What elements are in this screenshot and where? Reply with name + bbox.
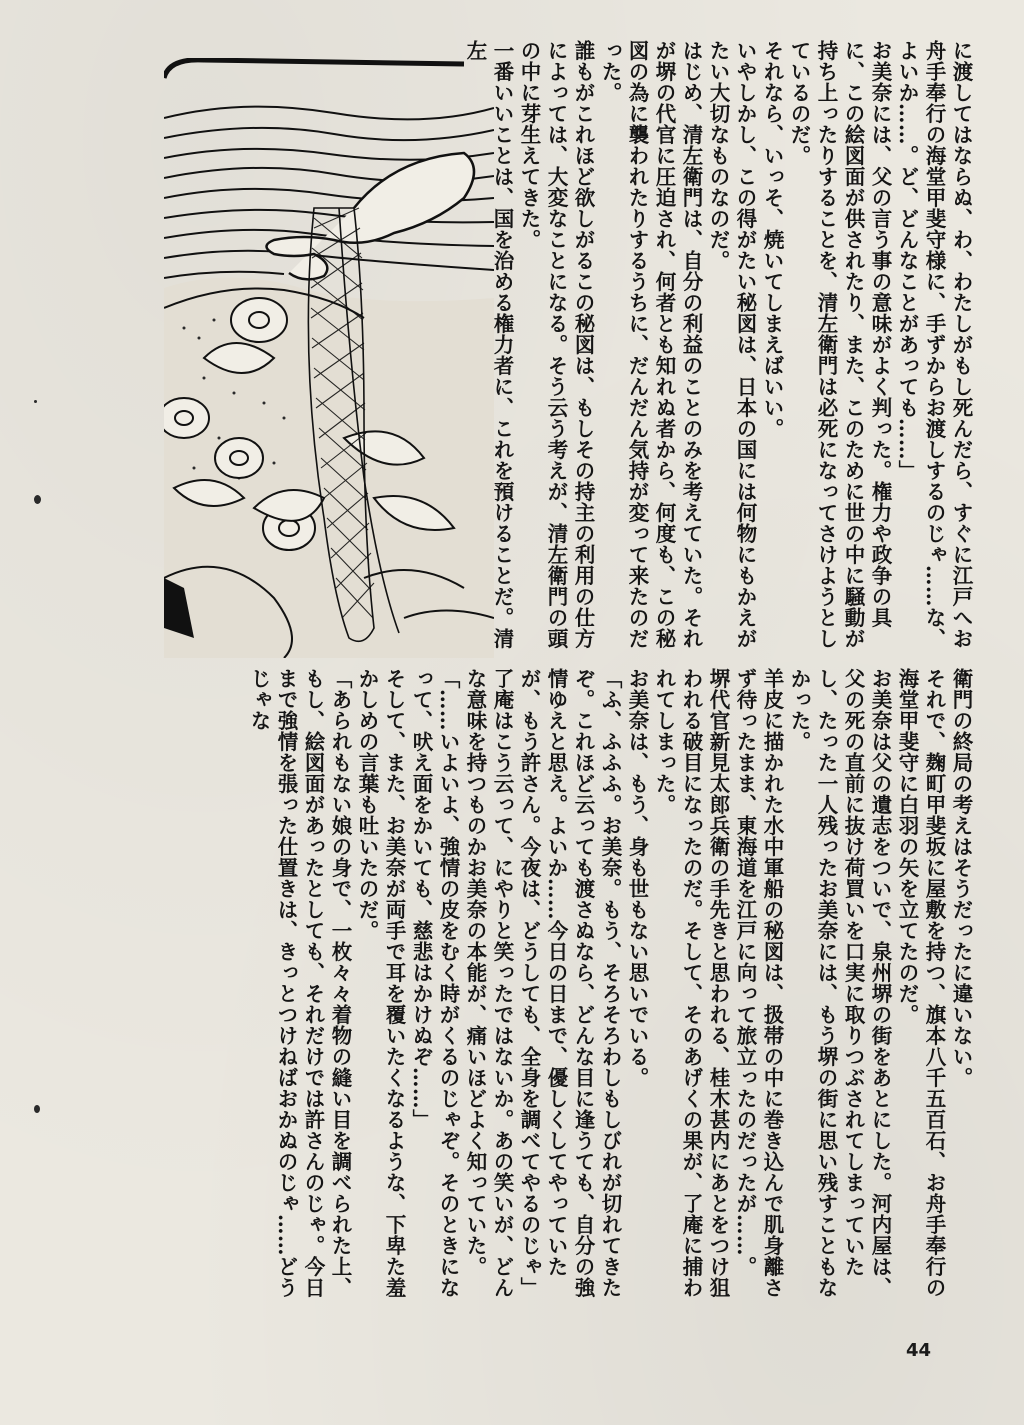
paragraph: 「ふ、ふふふ。お美奈。もう、そろそろわしもしびれが切れてきたぞ。これほど云っても渡さぬなら、どんな目に逢うても、自分の強情ゆえと思え。よいか……今日の日まで、優しくしてやっていたが、もう許さん。今夜は、どうしても、全身を調べてやるのじゃ」	[517, 668, 622, 1298]
illustration-hand-holding-net-scarf	[164, 58, 494, 658]
lower-text-column	[154, 668, 974, 1318]
paragraph: 了庵はこう云って、にやりと笑ったではないか。あの笑いが、どんな意味を持つものかお美奈の本能が、痛いほどよく知っていた。	[463, 668, 514, 1298]
upper-text-column	[454, 40, 974, 652]
paragraph: に渡してはならぬ、わ、わたしがもし死んだら、すぐに江戸へお舟手奉行の海堂甲斐守様に、手ずからお渡しするのじゃ……な、よいか……。ど、どんなことがあっても……」	[895, 40, 973, 649]
page-number: 44	[905, 1340, 931, 1361]
paragraph: 一番いいことは、国を治める権力者に、これを預けることだ。清左	[463, 40, 514, 649]
paragraph: 堺代官新見太郎兵衛の手先きと思われる、桂木甚内にあとをつけ狙われる破目になったのだ。そして、そのあげくの果が、了庵に捕われてしまった。	[652, 668, 730, 1298]
ink-speck	[34, 1105, 40, 1113]
paragraph: 「……いよいよ、強情の皮をむく時がくるのじゃぞ。そのときになって、吠え面をかいても、慈悲はかけぬぞ……」	[409, 668, 460, 1298]
paragraph: 「あられもない娘の身で、一枚々々着物の縫い目を調べられた上、もし、絵図面があったとしても、それだけでは許さんのじゃ。今日まで強情を張った仕置きは、きっとつけねばおかぬのじゃ……どうじゃな	[247, 668, 352, 1298]
paragraph: 誰もがこれほど欲しがるこの秘図は、もしその持主の利用の仕方によっては、大変なことになる。そう云う考えが、清左衛門の頭の中に芽生えてきた。	[517, 40, 595, 649]
paragraph: 羊皮に描かれた水中軍船の秘図は、扱帯の中に巻き込んで肌身離さず待ったまま、東海道を江戸に向って旅立ったのだったが……。	[733, 668, 784, 1298]
paragraph: お美奈は、もう、身も世もない思いでいる。	[625, 668, 649, 1088]
paragraph: お美奈は父の遺志をついで、泉州堺の街をあとにした。河内屋は、父の死の直前に抜け荷買いを口実に取りつぶされてしまっていたし、たった一人残ったお美奈には、もう堺の街に思い残すこともなかった。	[787, 668, 892, 1298]
paragraph: いやしかし、この得がたい秘図は、日本の国には何物にもかえがたい大切なものなのだ。	[706, 40, 757, 649]
paragraph: それなら、いっそ、焼いてしまえばいい。	[760, 40, 784, 439]
paragraph: お美奈には、父の言う事の意味がよく判った。権力や政争の具に、この絵図面が供されたり、また、このために世の中に騒動が持ち上ったりすることを、清左衛門は必死になってさけようとしているのだ。	[787, 40, 892, 649]
paragraph: それで、麹町甲斐坂に屋敷を持つ、旗本八千五百石、お舟手奉行の海堂甲斐守に白羽の矢を立てたのだ。	[895, 668, 946, 1298]
paragraph: はじめ、清左衛門は、自分の利益のことのみを考えていた。それが堺の代官に圧迫され、何者とも知れぬ者から、何度も、この秘図の為に襲われたりするうちに、だんだん気持が変って来たのだった。	[598, 40, 703, 649]
ink-speck	[34, 400, 37, 403]
paragraph: そして、また、お美奈が両手で耳を覆いたくなるような、下卑た羞かしめの言葉も吐いたのだ。	[355, 668, 406, 1298]
ink-speck	[34, 495, 41, 504]
paragraph: 衛門の終局の考えはそうだったに違いない。	[949, 668, 973, 1088]
